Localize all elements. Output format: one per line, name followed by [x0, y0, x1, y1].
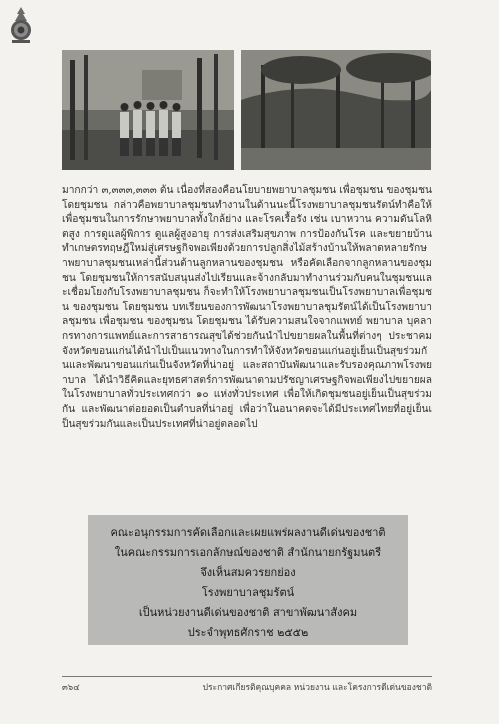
body-paragraph: มากกว่า ๓,๓๓๓,๓๓๓ ต้น เนื่องที่สองคือนโยบายพยาบาลชุมชน เพื่อชุมชน ของชุมชน โดยชุมชน กล่าวคือพยาบาลชุมชนทำงานในด้านนะนี้โรงพยาบาลชุมชนรัตน์ทำคือให้เพื่อชุมชนในการรักษาพยาบาลทั้งใกล้ย่าง และโรคเรื้อรัง เช่น เบาหวาน ความดันโลหิตสูง การดูแลผู้พิการ ดูแลผู้สูงอายุ การส่งเสริมสุขภาพ การป้องกันโรค และขยายบ้านทำเกษตรทฤษฎีใหม่สู่เศรษฐกิจพอเพียงด้วยการปลูกสิ่งไม้สร้างบ้านให้พลาดหลายรักษาพยาบาลชุมชนเหล่านี้ส่วนด้านลูกหลานของชุมชน หรือคัดเลือกจากลูกหลานของชุมชน โดยชุมชนให้การสนับสนุนส่งไปเรียนและจ้างกลับมาทำงานร่วมกับคนในชุมชนและเชื่อมโยงกับโรงพยาบาลชุมชน ก็จะทำให้โรงพยาบาลชุมชนเป็นโรงพยาบาลเพื่อชุมชน ของชุมชน โดยชุมชน บทเรียนของการพัฒนาโรงพยาบาลชุมรัตน์ได้เป็นโรงพยาบาลชุมชน เพื่อชุมชน ของชุมชน โดยชุมชน ได้รับความสนใจจากแพทย์ พยาบาล บุคลากรทางการแพทย์และการสาธารณสุขได้ช่วยกันนำไปขยายผลในพื้นที่ต่างๆ ประชาคมจังหวัดขอนแก่นได้นำไปเป็นแนวทางในการทำให้จังหวัดขอนแก่นอยู่เย็นเป็นสุขร่วมกันและพัฒนาขอนแก่นเป็นจังหวัดที่น่าอยู่ และสถาบันพัฒนาและรับรองคุณภาพโรงพยาบาล ได้นำวิธีคิดและยุทธศาสตร์การพัฒนาตามปรัชญาเศรษฐกิจพอเพียงไปขยายผลในโรงพยาบาลทั่วประเทศกว่า ๑๐ แห่งทั่วประเทศ เพื่อให้เกิดชุมชนอยู่เย็นเป็นสุขร่วมกัน และพัฒนาต่อยอดเป็นตำบลที่น่าอยู่ เพื่อว่าในอนาคตจะได้มีประเทศไทยที่อยู่เย็นเป็นสุขร่วมกันและเป็นประเทศที่น่าอยู่ตลอดไป — [62, 185, 433, 430]
page-footer — [62, 676, 432, 694]
photo-trees-landscape — [241, 50, 431, 170]
award-line-5: เป็นหน่วยงานดีเด่นของชาติ สาขาพัฒนาสังคม — [138, 606, 358, 619]
award-line-2: ในคณะกรรมการเอกลักษณ์ของชาติ สำนักนายกรัฐมนตรี — [114, 546, 382, 559]
footer-caption: ประกาศเกียรติคุณบุคคล หน่วยงาน และโครงการดีเด่นของชาติ — [202, 683, 432, 693]
photo-group-of-people — [62, 50, 234, 170]
page-number: ๓๖๔ — [62, 683, 80, 693]
award-box — [88, 515, 408, 645]
award-line-3: จึงเห็นสมควรยกย่อง — [200, 566, 296, 579]
emblem-icon — [6, 6, 36, 44]
award-line-6: ประจำพุทธศักราช ๒๕๕๒ — [187, 626, 309, 639]
award-line-1: คณะอนุกรรมการคัดเลือกและเผยแพร่ผลงานดีเด่นของชาติ — [110, 526, 386, 539]
body-text — [62, 184, 432, 432]
award-line-4: โรงพยาบาลชุมรัตน์ — [201, 586, 295, 599]
